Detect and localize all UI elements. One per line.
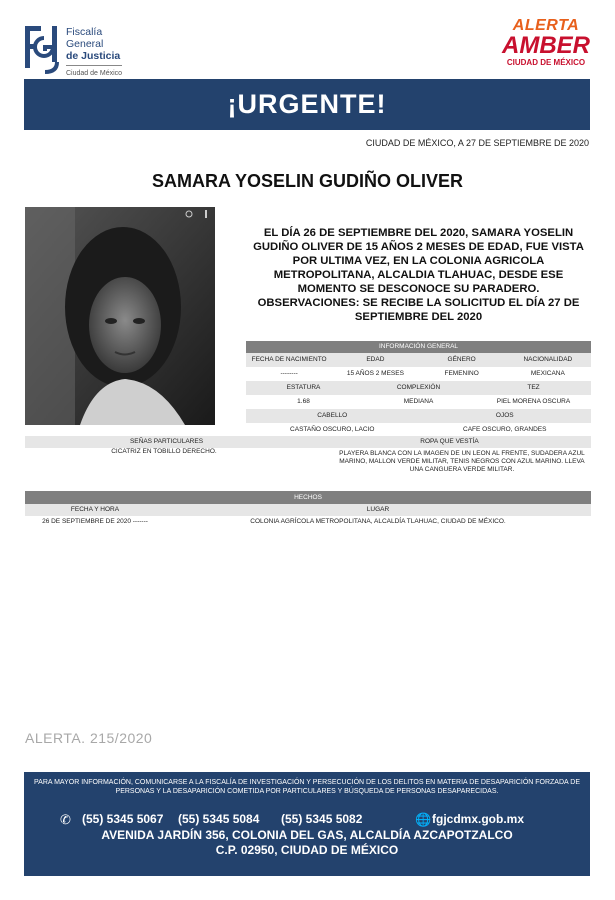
address-line-2: C.P. 02950, CIUDAD DE MÉXICO <box>215 843 399 857</box>
header-gender: GÉNERO <box>447 356 476 363</box>
phone-icon: ✆ <box>60 812 71 827</box>
logo-line4: Ciudad de México <box>66 65 122 80</box>
address-line-1: AVENIDA JARDÍN 356, COLONIA DEL GAS, ALCALDÍA AZCAPOTZALCO <box>101 828 513 842</box>
amber-line1: ALERTA <box>512 17 580 34</box>
globe-icon: 🌐 <box>415 812 432 827</box>
value-build: MEDIANA <box>403 398 434 405</box>
facts-header-row <box>25 504 591 516</box>
marks-header-row <box>25 436 591 448</box>
info-header-row-2 <box>246 381 591 395</box>
general-info-title: INFORMACIÓN GENERAL <box>246 341 591 353</box>
phone-3[interactable]: (55) 5345 5082 <box>281 812 363 826</box>
document-date: CIUDAD DE MÉXICO, A 27 DE SEPTIEMBRE DE 2020 <box>365 138 589 148</box>
alerta-amber-logo <box>500 18 592 78</box>
value-eyes: CAFE OSCURO, GRANDES <box>463 426 547 433</box>
header-eyes: OJOS <box>495 412 514 419</box>
phone-1[interactable]: (55) 5345 5067 <box>82 812 164 826</box>
header-skin: TEZ <box>527 384 540 391</box>
header-nationality: NACIONALIDAD <box>523 356 573 363</box>
info-header-row-1 <box>246 353 591 367</box>
description-text: EL DÍA 26 DE SEPTIEMBRE DEL 2020, SAMARA YOSELIN GUDIÑO OLIVER DE 15 AÑOS 2 MESES DE EDAD, FUE VISTA POR ULTIMA VEZ, EN LA COLONIA AGRICOLA METROPOLITANA, ALCALDIA TLAHUAC, DESDE ESE MOMENTO SE DESCONOCE SU PARADERO. OBSERVACIONES: SE RECIBE LA SOLICITUD EL DÍA 27 DE SEPTIEMBRE DEL 2020 <box>253 227 584 323</box>
info-value-row-2 <box>246 395 591 409</box>
header-height: ESTATURA <box>286 384 321 391</box>
amber-line2: AMBER <box>502 32 590 59</box>
logo-line3: de Justicia <box>66 50 121 62</box>
facts-value-row <box>25 516 591 528</box>
person-photo <box>25 207 215 425</box>
value-marks: CICATRIZ EN TOBILLO DERECHO. <box>111 448 217 455</box>
value-hair: CASTAÑO OSCURO, LACIO <box>290 426 375 433</box>
header-build: COMPLEXIÓN <box>396 384 441 391</box>
info-value-row-1 <box>246 367 591 381</box>
general-info-table <box>246 341 591 437</box>
marks-clothing-table <box>25 436 591 474</box>
value-age: 15 AÑOS 2 MESES <box>346 370 404 377</box>
value-nationality: MEXICANA <box>530 370 565 377</box>
phone-2[interactable]: (55) 5345 5084 <box>178 812 260 826</box>
logo-line2: General <box>66 38 104 50</box>
contact-footer <box>24 772 590 876</box>
urgent-banner: ¡URGENTE! <box>24 79 590 130</box>
facts-table <box>25 491 591 528</box>
value-skin: PIEL MORENA OSCURA <box>496 398 571 405</box>
website-link[interactable]: fgjcdmx.gob.mx <box>432 812 525 826</box>
missing-person-name: SAMARA YOSELIN GUDIÑO OLIVER <box>151 171 464 191</box>
value-gender: FEMENINO <box>444 370 479 377</box>
amber-line3: CIUDAD DE MÉXICO <box>506 58 586 67</box>
footer-info-text: PARA MAYOR INFORMACIÓN, COMUNICARSE A LA FISCALÍA DE INVESTIGACIÓN Y PERSECUCIÓN DE LOS DELITOS EN MATERIA DE DESAPARICIÓN FORZADA DE PERSONAS Y LA DESAPARICIÓN COMETIDA POR PARTICULARES Y BÚSQUEDA DE PERSONAS DESAPARECIDAS. <box>34 779 580 795</box>
info-header-row-3 <box>246 409 591 423</box>
marks-value-row <box>25 448 591 474</box>
header-hair: CABELLO <box>317 412 348 419</box>
value-datetime: 26 DE SEPTIEMBRE DE 2020 ------- <box>42 518 148 525</box>
header-marks: SEÑAS PARTICULARES <box>129 438 204 445</box>
fgj-logo <box>24 22 184 78</box>
header-age: EDAD <box>366 356 385 363</box>
header-birthdate: FECHA DE NACIMIENTO <box>251 356 327 363</box>
value-birthdate: -------- <box>280 370 298 377</box>
logo-line1: Fiscalía <box>66 26 103 38</box>
header-datetime: FECHA Y HORA <box>70 506 120 513</box>
value-height: 1.68 <box>297 398 310 405</box>
value-place: COLONIA AGRÍCOLA METROPOLITANA, ALCALDÍA TLAHUAC, CIUDAD DE MÉXICO. <box>250 518 506 525</box>
value-clothing: PLAYERA BLANCA CON LA IMAGEN DE UN LEON AL FRENTE, SUDADERA AZUL MARINO, MALLON VERDE MILITAR, TENIS NEGROS CON AZUL MARINO. LLEVA UNA CANGUERA VERDE MILITAR. <box>339 450 585 473</box>
alert-number: ALERTA. 215/2020 <box>25 730 153 746</box>
fgj-logo-text <box>66 26 122 80</box>
info-value-row-3 <box>246 423 591 437</box>
fgj-logo-icon <box>24 24 60 74</box>
header-clothing: ROPA QUE VESTÍA <box>420 438 479 445</box>
header-place: LUGAR <box>366 506 390 513</box>
facts-title: HECHOS <box>25 491 591 504</box>
